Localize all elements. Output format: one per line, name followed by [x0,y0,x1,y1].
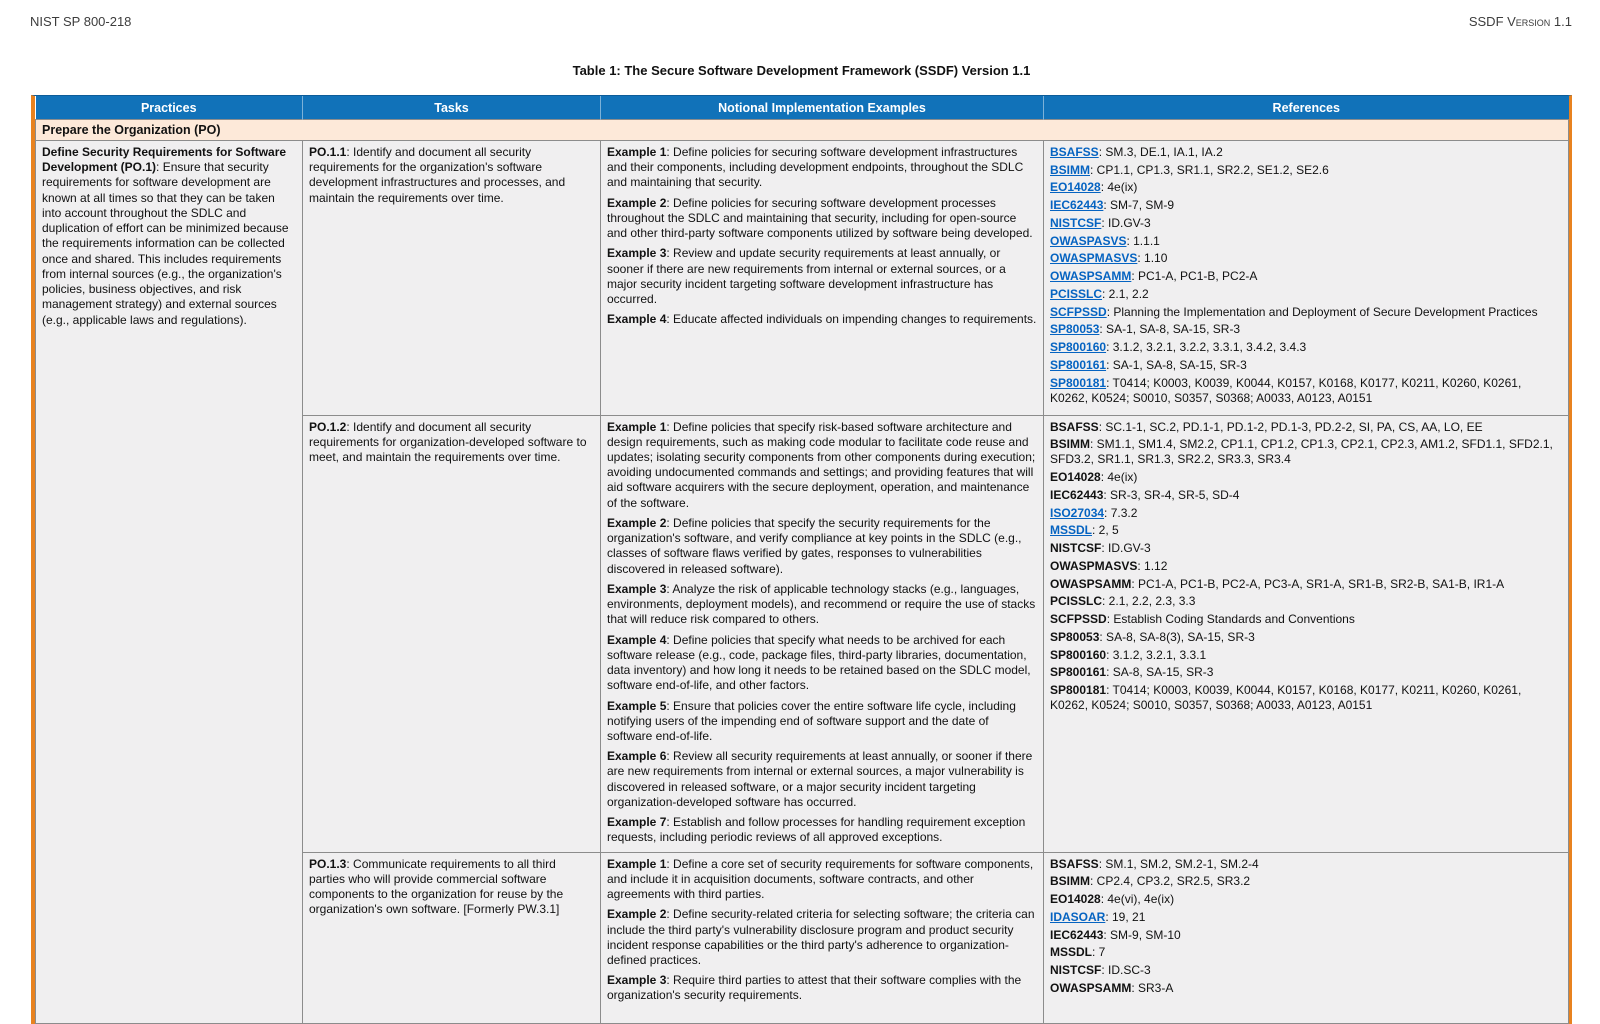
reference-item [1050,163,1562,178]
reference-link[interactable]: MSSDL [1050,523,1092,538]
reference-id: BSAFSS [1050,419,1099,434]
example-label: Example 5 [607,698,667,713]
reference-values: : SM-7, SM-9 [1103,198,1175,213]
example-text: : Define security-related criteria for selecting software; the criteria can include the third party's vulnerability disclosure program and product security incident response capabilities or the third party's adherence to organization-defined practices. [607,907,1035,968]
reference-values: : 7 [1092,945,1106,960]
reference-values: : SM-9, SM-10 [1103,927,1181,942]
reference-values: : SR-3, SR-4, SR-5, SD-4 [1103,487,1240,502]
reference-id: OWASPSAMM [1050,980,1132,995]
reference-values: : SM1.1, SM1.4, SM2.2, CP1.1, CP1.2, CP1.3, CP2.1, CP2.3, AM1.2, SFD1.1, SFD2.1, SFD3.2, SR1.1, SR1.3, SR2.2, SR3.3, SR3.4 [1050,437,1553,467]
reference-item [1050,437,1562,467]
example-item [607,516,1037,577]
reference-id: IEC62443 [1050,487,1104,502]
example-text: : Review all security requirements at least annually, or sooner if there are new requirements from internal or external sources, a major vulnerability is discovered in released software, or a major security incident targeting organization-developed software has occurred. [607,749,1033,809]
example-text: : Analyze the risk of applicable technology stacks (e.g., languages, environments, deployment models), and recommend or require the use of stacks that will reduce risk compared to others. [607,581,1036,627]
reference-id: OWASPSAMM [1050,576,1132,591]
example-label: Example 1 [607,856,667,871]
example-item [607,312,1037,327]
example-text: : Define policies for securing software development processes throughout the SDLC and maintaining that security, including for open-source and other third-party software components utilized by software being developed. [607,195,1033,241]
reference-link[interactable]: SCFPSSD [1050,304,1107,319]
reference-values: : 1.1.1 [1126,233,1160,248]
reference-values: : Planning the Implementation and Deployment of Secure Development Practices [1106,304,1538,319]
example-label: Example 3 [607,246,667,261]
reference-item [1050,358,1562,373]
example-label: Example 3 [607,973,667,988]
examples-cell-po.1.1 [601,141,1044,416]
reference-values: : PC1-A, PC1-B, PC2-A, PC3-A, SR1-A, SR1-B, SR2-B, SA1-B, IR1-A [1131,576,1505,591]
example-label: Example 2 [607,515,667,530]
reference-item [1050,945,1562,960]
example-label: Example 7 [607,815,667,830]
example-item [607,699,1037,745]
section-title: Prepare the Organization (PO) [36,120,1569,141]
reference-values: : SM.1, SM.2, SM.2-1, SM.2-4 [1098,856,1259,871]
example-label: Example 4 [607,312,667,327]
task-text: : Communicate requirements to all third parties who will provide commercial software components to the organization for reuse by the organization's own software. [Formerly PW.3.1] [309,856,564,917]
reference-id: MSSDL [1050,945,1092,960]
reference-id: EO14028 [1050,470,1101,485]
reference-values: : T0414; K0003, K0039, K0044, K0157, K0168, K0177, K0211, K0260, K0261, K0262, K0524; S0010, S0357, S0368; A0033, A0123, A0151 [1050,683,1522,713]
reference-values: : 7.3.2 [1104,505,1138,520]
column-header-references: References [1044,96,1569,120]
reference-link[interactable]: SP800160 [1050,340,1107,355]
reference-id: OWASPMASVS [1050,558,1138,573]
task-id: PO.1.2 [309,419,347,434]
reference-link[interactable]: SP80053 [1050,322,1100,337]
example-text: : Require third parties to attest that their software complies with the organization's security requirements. [607,973,1022,1003]
example-item [607,246,1037,307]
reference-link[interactable]: OWASPSAMM [1050,269,1132,284]
reference-values: : 2, 5 [1092,523,1119,538]
reference-item [1050,145,1562,160]
reference-id: SP800161 [1050,665,1107,680]
column-header-examples: Notional Implementation Examples [601,96,1044,120]
reference-link[interactable]: SP800161 [1050,357,1107,372]
reference-item [1050,683,1562,713]
reference-values: : 4e(ix) [1100,180,1138,195]
reference-values: : SR3-A [1131,980,1174,995]
reference-item [1050,198,1562,213]
reference-id: BSIMM [1050,874,1090,889]
reference-link[interactable]: SP800181 [1050,375,1107,390]
example-label: Example 3 [607,581,667,596]
reference-id: SP800160 [1050,647,1107,662]
example-text: : Establish and follow processes for handling requirement exception requests, including periodic reviews of all approved exceptions. [607,815,1026,845]
example-item [607,907,1037,968]
reference-item [1050,541,1562,556]
example-item [607,749,1037,810]
example-label: Example 2 [607,195,667,210]
reference-id: EO14028 [1050,892,1101,907]
reference-item [1050,577,1562,592]
reference-item [1050,857,1562,872]
reference-link[interactable]: NISTCSF [1050,215,1102,230]
reference-link[interactable]: OWASPASVS [1050,233,1127,248]
reference-link[interactable]: ISO27034 [1050,505,1105,520]
reference-values: : 4e(ix) [1100,470,1138,485]
example-text: : Define policies that specify the security requirements for the organization's software, and verify compliance at key points in the SDLC (e.g., classes of software flaws verified by gates, responses to vulnerabilities discovered in released software). [607,515,1022,576]
example-label: Example 6 [607,749,667,764]
practice-name: Define Security Requirements for Software Development (PO.1) [42,145,287,175]
reference-item [1050,340,1562,355]
reference-values: : SA-8, SA-15, SR-3 [1106,665,1214,680]
example-label: Example 1 [607,419,667,434]
reference-id: SCFPSSD [1050,612,1107,627]
reference-values: : T0414; K0003, K0039, K0044, K0157, K0168, K0177, K0211, K0260, K0261, K0262, K0524; S0010, S0357, S0368; A0033, A0123, A0151 [1050,375,1522,405]
references-cell-po.1.3 [1044,852,1569,1023]
table-header-row [36,96,1569,120]
reference-item [1050,287,1562,302]
reference-values: : PC1-A, PC1-B, PC2-A [1131,269,1258,284]
reference-values: : 4e(vi), 4e(ix) [1100,892,1175,907]
reference-id: SP800181 [1050,683,1107,698]
reference-values: : 2.1, 2.2, 2.3, 3.3 [1102,594,1196,609]
task-row-po.1.1 [36,141,1569,416]
example-item [607,857,1037,903]
section-row-prepare-the-organization [36,120,1569,141]
example-item [607,582,1037,628]
reference-id: BSIMM [1050,437,1090,452]
reference-values: : SA-8, SA-8(3), SA-15, SR-3 [1099,629,1255,644]
reference-values: : 1.12 [1137,558,1168,573]
example-label: Example 1 [607,145,667,159]
reference-id: BSAFSS [1050,856,1099,871]
reference-values: : 3.1.2, 3.2.1, 3.2.2, 3.3.1, 3.4.2, 3.4.3 [1106,340,1307,355]
reference-id: NISTCSF [1050,963,1102,978]
examples-cell-po.1.2 [601,415,1044,852]
example-text: : Define a core set of security requirements for software components, and include it in acquisition documents, software contracts, and other agreements with third parties. [607,856,1034,902]
references-cell-po.1.1 [1044,141,1569,416]
example-item [607,145,1037,191]
reference-values: : 1.10 [1137,251,1168,266]
reference-values: : ID.GV-3 [1101,215,1151,230]
reference-values: : SA-1, SA-8, SA-15, SR-3 [1106,357,1247,372]
table-title: Table 1: The Secure Software Development Framework (SSDF) Version 1.1 [572,63,1031,78]
example-item [607,815,1037,845]
ssdf-table [31,95,1572,1024]
reference-item [1050,630,1562,645]
reference-item [1050,981,1562,996]
example-item [607,633,1037,694]
reference-item [1050,216,1562,231]
reference-item [1050,874,1562,889]
example-text: : Review and update security requirements at least annually, or sooner if there are new requirements from internal or external sources, or a major security incident targeting software development infrastructure has occurred. [607,246,1006,307]
reference-item [1050,559,1562,574]
examples-cell-po.1.3 [601,852,1044,1023]
reference-item [1050,928,1562,943]
reference-link[interactable]: PCISSLC [1050,286,1103,301]
task-text: : Identify and document all security requirements for organization-developed software to meet, and maintain the requirements over time. [309,419,587,464]
reference-item [1050,665,1562,680]
reference-values: : 3.1.2, 3.2.1, 3.3.1 [1106,647,1207,662]
reference-link[interactable]: IEC62443 [1050,198,1104,213]
reference-item [1050,470,1562,485]
reference-item [1050,594,1562,609]
example-text: : Define policies that specify risk-based software architecture and design requirements, such as making code modular to facilitate code reuse and updates; isolating security components from other components during execution; avoiding undocumented commands and settings; and providing features that will aid software acquirers with the secure deployment, operation, and maintenance of the software. [607,419,1036,510]
column-header-tasks: Tasks [303,96,601,120]
task-id: PO.1.1 [309,145,347,159]
reference-values: : 2.1, 2.2 [1102,286,1149,301]
reference-id: NISTCSF [1050,541,1102,556]
reference-item [1050,523,1562,538]
example-label: Example 2 [607,907,667,922]
reference-item [1050,234,1562,249]
task-text: : Identify and document all security requirements for the organization's software development infrastructures and processes, and maintain the requirements over time. [309,145,566,205]
reference-values: : Establish Coding Standards and Conventions [1106,612,1355,627]
reference-values: : SC.1-1, SC.2, PD.1-1, PD.1-2, PD.1-3, PD.2-2, SI, PA, CS, AA, LO, EE [1098,419,1483,434]
reference-link[interactable]: OWASPMASVS [1050,251,1138,266]
reference-item [1050,180,1562,195]
reference-item [1050,269,1562,284]
example-item [607,973,1037,1003]
example-text: : Ensure that policies cover the entire software life cycle, including notifying users of the impending end of software support and the date of software end-of-life. [607,698,1016,743]
reference-values: : ID.GV-3 [1101,541,1151,556]
reference-id: PCISSLC [1050,594,1103,609]
references-cell-po.1.2 [1044,415,1569,852]
reference-item [1050,506,1562,521]
reference-item [1050,305,1562,320]
task-cell-po.1.3 [303,852,601,1023]
reference-item [1050,648,1562,663]
reference-values: : ID.SC-3 [1101,963,1151,978]
reference-link[interactable]: EO14028 [1050,180,1101,195]
reference-item [1050,322,1562,337]
reference-item [1050,892,1562,907]
practice-cell [36,141,303,1024]
doc-header-left: NIST SP 800-218 [30,14,132,29]
column-header-practices: Practices [36,96,303,120]
reference-id: IEC62443 [1050,927,1104,942]
task-cell-po.1.2 [303,415,601,852]
reference-values: : SM.3, DE.1, IA.1, IA.2 [1098,145,1223,159]
reference-item [1050,488,1562,503]
reference-values: : 19, 21 [1105,909,1146,924]
reference-values: : SA-1, SA-8, SA-15, SR-3 [1099,322,1241,337]
reference-values: : CP1.1, CP1.3, SR1.1, SR2.2, SE1.2, SE2.6 [1090,162,1329,177]
task-id: PO.1.3 [309,856,347,871]
example-item [607,196,1037,242]
reference-item [1050,963,1562,978]
practice-description: : Ensure that security requirements for software development are known at all times so that they can be taken into account throughout the SDLC and duplication of effort can be minimized because the requirements information can be collected once and shared. This includes requirements from internal sources (e.g., the organization's policies, business objectives, and risk management strategy) and external sources (e.g., applicable laws and regulations). [42,160,289,327]
example-label: Example 4 [607,632,667,647]
reference-id: SP80053 [1050,629,1100,644]
reference-item [1050,910,1562,925]
reference-item [1050,251,1562,266]
example-item [607,420,1037,511]
reference-item [1050,612,1562,627]
reference-link[interactable]: BSIMM [1050,162,1090,177]
reference-item [1050,376,1562,406]
example-text: : Define policies that specify what needs to be archived for each software release (e.g., code, package files, third-party libraries, documentation, data inventory) and how long it needs to be retained based on the SDLC model, software end-of-life, and other factors. [607,632,1031,693]
example-text: : Educate affected individuals on impending changes to requirements. [666,312,1037,327]
example-text: : Define policies for securing software development infrastructures and their components, including development endpoints, throughout the SDLC and maintaining that security. [607,145,1024,190]
reference-values: : CP2.4, CP3.2, SR2.5, SR3.2 [1090,874,1251,889]
task-cell-po.1.1 [303,141,601,416]
reference-link[interactable]: BSAFSS [1050,145,1099,159]
reference-link[interactable]: IDASOAR [1050,909,1106,924]
reference-item [1050,420,1562,435]
doc-header-right: SSDF Version 1.1 [1468,14,1572,29]
